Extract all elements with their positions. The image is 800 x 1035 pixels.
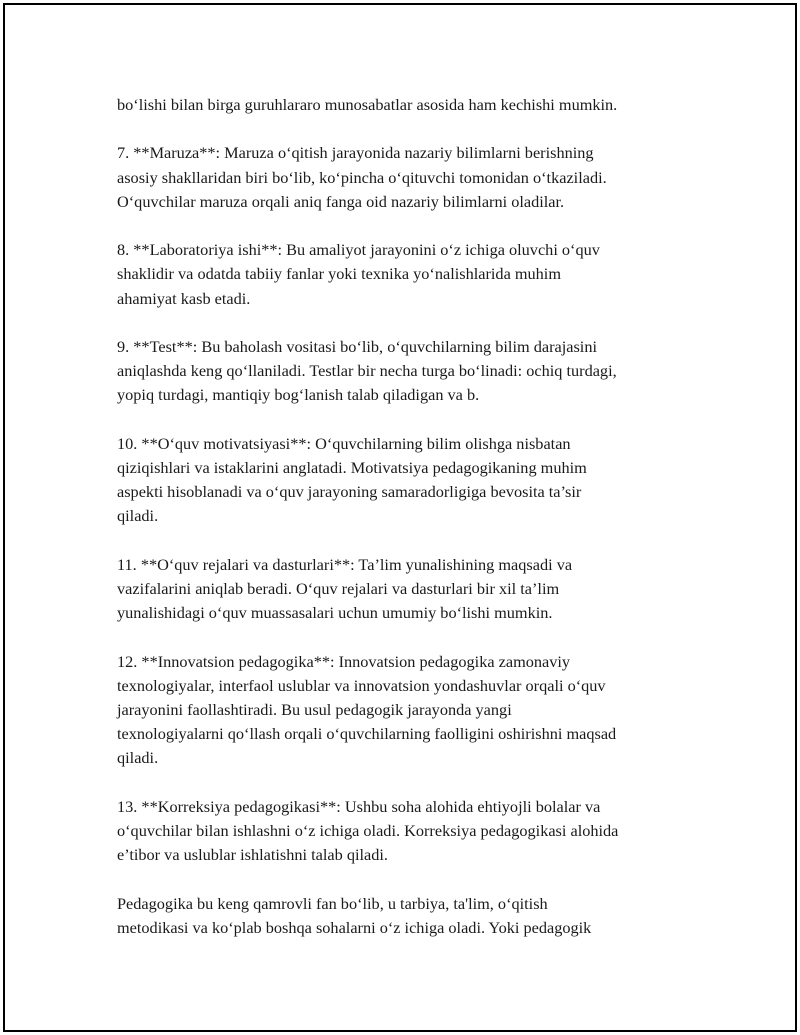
paragraph-closing [117,892,687,940]
text-line: qiladi. [117,506,159,526]
text-line: 8. **Laboratoriya ishi**: Bu amaliyot jarayonini o‘z ichiga oluvchi o‘quv [117,240,600,260]
text-line: 12. **Innovatsion pedagogika**: Innovatsion pedagogika zamonaviy [117,651,571,671]
paragraph-item-7 [117,141,687,214]
text-line: 13. **Korreksiya pedagogikasi**: Ushbu soha alohida ehtiyojli bolalar va [117,796,601,816]
text-line: texnologiyalarni qo‘llash orqali o‘quvchilarning faolligini oshirishni maqsad [117,724,617,744]
text-line: texnologiyalar, interfaol uslublar va innovatsion yondashuvlar orqali o‘quv [117,675,606,695]
document-body [117,93,687,964]
text-line: aspekti hisoblanadi va o‘quv jarayoning samaradorligiga bevosita ta’sir [117,482,582,502]
text-line: Pedagogika bu keng qamrovli fan bo‘lib, u tarbiya, ta'lim, o‘qitish [117,893,548,913]
text-line: metodikasi va ko‘plab boshqa sohalarni o‘z ichiga oladi. Yoki pedagogik [117,917,592,937]
text-line: yopiq turdagi, mantiqiy bog‘lanish talab qiladigan va b. [117,385,480,405]
text-line: bo‘lishi bilan birga guruhlararo munosabatlar asosida ham kechishi mumkin. [117,95,618,114]
paragraph-item-9 [117,335,687,408]
paragraph-intro-continuation [117,93,687,117]
text-line: 7. **Maruza**: Maruza o‘qitish jarayonida nazariy bilimlarni berishning [117,143,594,163]
text-line: ahamiyat kasb etadi. [117,288,251,308]
paragraph-item-10 [117,432,687,529]
text-line: 10. **O‘quv motivatsiyasi**: O‘quvchilarning bilim olishga nisbatan [117,433,571,453]
text-line: o‘quvchilar bilan ishlashni o‘z ichiga oladi. Korreksiya pedagogikasi alohida [117,820,619,840]
text-line: O‘quvchilar maruza orqali aniq fanga oid nazariy bilimlarni oladilar. [117,191,565,211]
text-line: e’tibor va uslublar ishlatishni talab qiladi. [117,845,389,865]
paragraph-item-8 [117,238,687,311]
text-line: vazifalarini aniqlab beradi. O‘quv rejalari va dasturlari bir xil ta’lim [117,578,560,598]
text-line: jarayonini faollashtiradi. Bu usul pedagogik jarayonda yangi [117,699,512,719]
text-line: qiziqishlari va istaklarini anglatadi. Motivatsiya pedagogikaning muhim [117,457,587,477]
text-line: aniqlashda keng qo‘llaniladi. Testlar bir necha turga bo‘linadi: ochiq turdagi, [117,361,617,381]
text-line: shaklidir va odatda tabiiy fanlar yoki texnika yo‘nalishlarida muhim [117,264,561,284]
paragraph-item-11 [117,553,687,626]
paragraph-item-12 [117,650,687,771]
text-line: qiladi. [117,748,159,768]
text-line: yunalishidagi o‘quv muassasalari uchun umumiy bo‘lishi mumkin. [117,603,553,623]
text-line: 11. **O‘quv rejalari va dasturlari**: Ta’lim yunalishining maqsadi va [117,554,573,574]
text-line: 9. **Test**: Bu baholash vositasi bo‘lib, o‘quvchilarning bilim darajasini [117,336,597,356]
paragraph-item-13 [117,795,687,868]
text-line: asosiy shakllaridan biri bo‘lib, ko‘pincha o‘qituvchi tomonidan o‘tkaziladi. [117,167,607,187]
